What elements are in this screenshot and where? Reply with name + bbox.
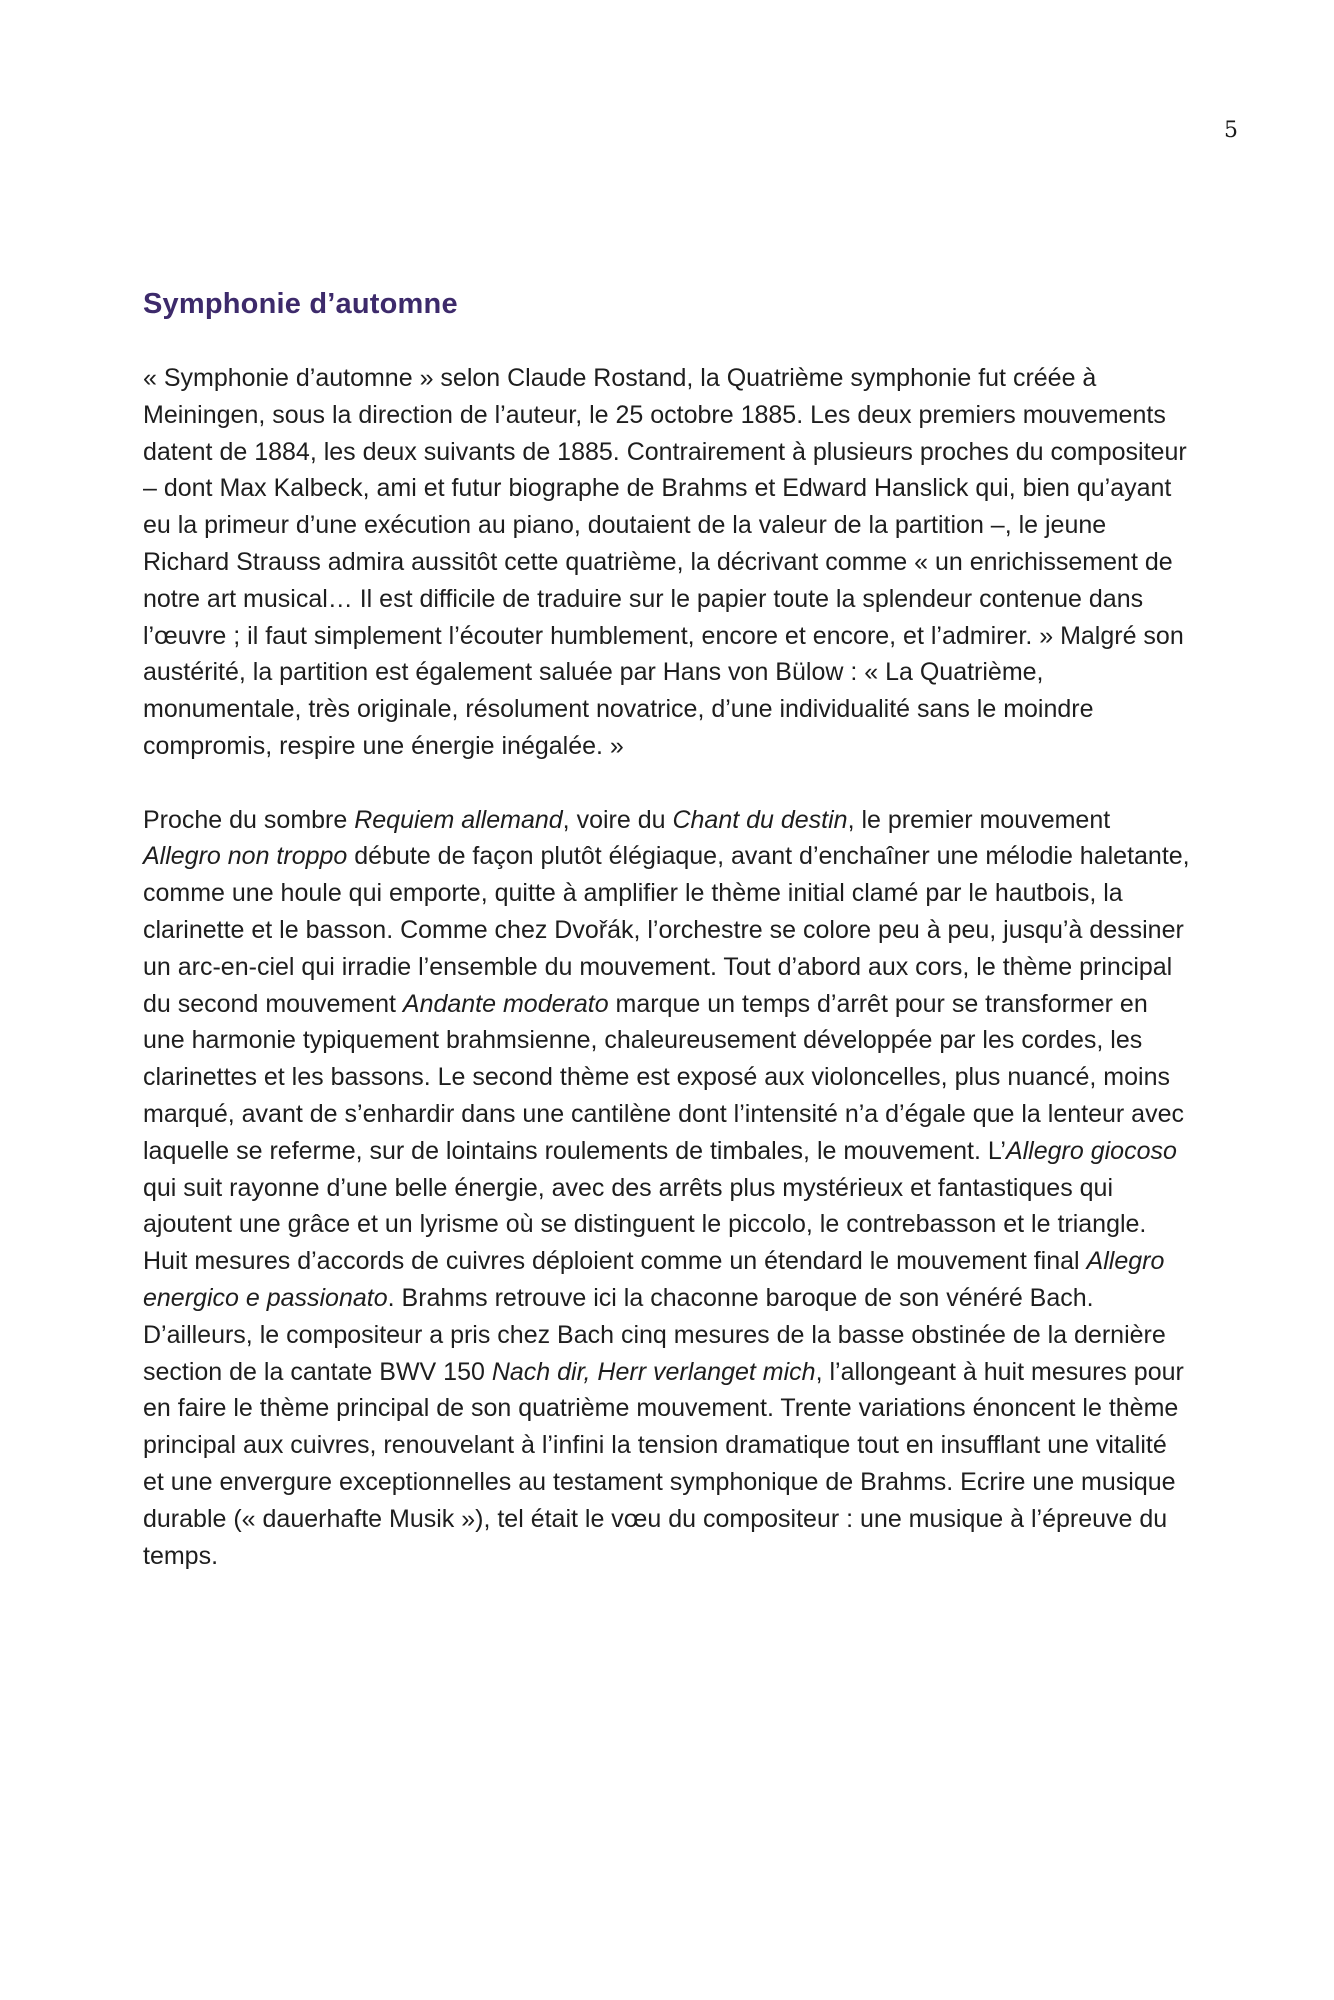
italic-title-text: Requiem allemand [354,805,563,834]
italic-title-text: Andante moderato [402,989,609,1018]
section-title: Symphonie d’automne [143,288,458,320]
italic-title-text: Allegro non troppo [143,842,348,871]
paragraph-2 [143,802,1193,1575]
italic-title-text: Allegro energico e passionato [143,1247,1165,1312]
paragraph-text: qui suit rayonne d’une belle énergie, avec des arrêts plus mystérieux et fantastiques qui ajoutent une grâce et un lyrisme où se distinguent le piccolo, le contrebasson et le triangle. Huit mesures d’accords de cuivres déploient comme un étendard le mouvement final [143,1173,1147,1276]
paragraph-text: , le premier mouvement [847,805,1111,834]
italic-title-text: Chant du destin [672,805,848,834]
paragraph-text: Proche du sombre [143,805,355,834]
paragraph-text: , voire du [562,805,673,834]
body-text [143,360,1193,1611]
paragraph-1 [143,360,1193,765]
paragraph-text: . Brahms retrouve ici la chaconne baroque de son vénéré Bach. D’ailleurs, le compositeur a pris chez Bach cinq mesures de la basse obstinée de la dernière section de la cantate BWV 150 [143,1283,1166,1386]
paragraph-text: marque un temps d’arrêt pour se transformer en une harmonie typiquement brahmsienne, chaleureusement développée par les cordes, les clarinettes et les bassons. Le second thème est exposé aux violoncelles, plus nuancé, moins marqué, avant de s’enhardir dans une cantilène dont l’intensité n’a d’égale que la lenteur avec laquelle se referme, sur de lointains roulements de timbales, le mouvement. L’ [143,989,1184,1165]
italic-title-text: Nach dir, Herr verlanget mich [491,1357,816,1386]
paragraph-text: , l’allongeant à huit mesures pour en faire le thème principal de son quatrième mouvement. Trente variations énoncent le thème principal aux cuivres, renouvelant à l’infini la tension dramatique tout en insufflant une vitalité et une envergure exceptionnelles au testament symphonique de Brahms. Ecrire une musique durable (« dauerhafte Musik »), tel était le vœu du compositeur : une musique à l’épreuve du temps. [143,1357,1184,1570]
page-number: 5 [1224,118,1238,143]
italic-title-text: Allegro giocoso [1005,1136,1177,1165]
paragraph-text: « Symphonie d’automne » selon Claude Rostand, la Quatrième symphonie fut créée à Meiningen, sous la direction de l’auteur, le 25 octobre 1885. Les deux premiers mouvements datent de 1884, les deux suivants de 1885. Contrairement à plusieurs proches du compositeur – dont Max Kalbeck, ami et futur biographe de Brahms et Edward Hanslick qui, bien qu’ayant eu la primeur d’une exécution au piano, doutaient de la valeur de la partition –, le jeune Richard Strauss admira aussitôt cette quatrième, la décrivant comme « un enrichissement de notre art musical… Il est difficile de traduire sur le papier toute la splendeur contenue dans l’œuvre ; il faut simplement l’écouter humblement, encore et encore, et l’admirer. » Malgré son austérité, la partition est également saluée par Hans von Bülow : « La Quatrième, monumentale, très originale, résolument novatrice, d’une individualité sans le moindre compromis, respire une énergie inégalée. » [143,364,1187,760]
paragraph-text: débute de façon plutôt élégiaque, avant d’enchaîner une mélodie haletante, comme une houle qui emporte, quitte à amplifier le thème initial clamé par le hautbois, la clarinette et le basson. Comme chez Dvořák, l’orchestre se colore peu à peu, jusqu’à dessiner un arc-en-ciel qui irradie l’ensemble du mouvement. Tout d’abord aux cors, le thème principal du second mouvement [143,842,1190,1018]
